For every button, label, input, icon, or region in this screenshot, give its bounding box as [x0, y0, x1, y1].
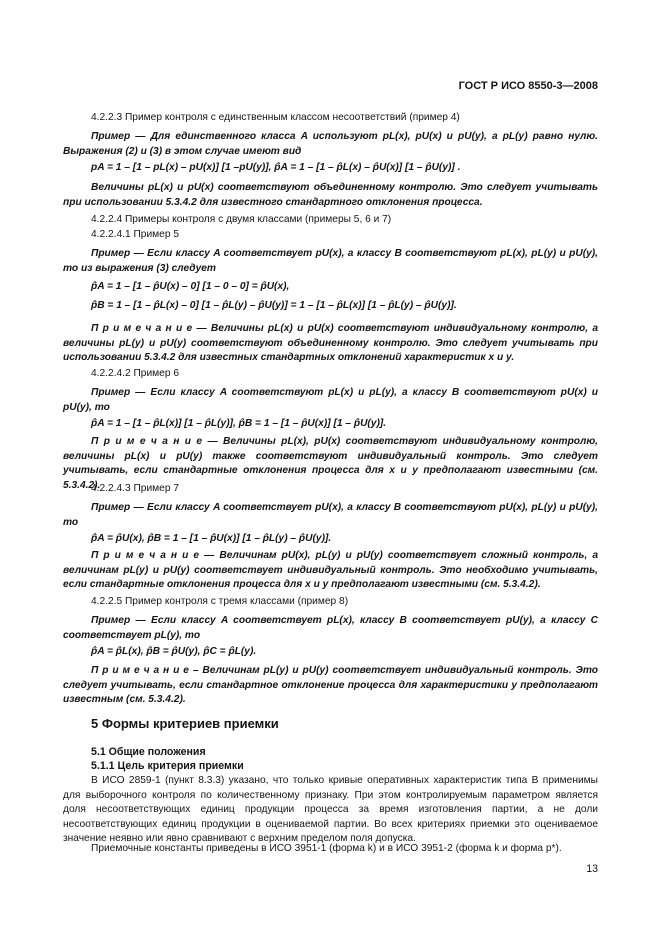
example-8-text: Пример — Если классу A соответствует pL(x), классу B соответствует pU(y), а классу C соответствует pL(y), то [63, 615, 598, 641]
subsection-5-1-heading: 5.1 Общие положения [91, 746, 206, 758]
clause-4-2-2-4-3: 4.2.2.4.3 Пример 7 [91, 483, 179, 494]
page-number: 13 [586, 863, 598, 875]
formula-example-5-b: p̂B = 1 – [1 – p̂L(x) – 0] [1 – p̂L(y) – p̂U(y)] = 1 – [1 – p̂L(x)] [1 – p̂L(y) – p̂U(y)]. [91, 300, 457, 311]
clause-4-2-2-3: 4.2.2.3 Пример контроля с единственным классом несоответствий (пример 4) [91, 112, 460, 123]
document-header: ГОСТ Р ИСО 8550-3—2008 [458, 80, 598, 92]
example-4-note: Величины pL(x) и pU(x) соответствуют объединенному контролю. Это следует учитывать при использовании 5.3.4.2 для известного стандартного отклонения процесса. [63, 182, 598, 208]
example-7-text: Пример — Если классу A соответствует pU(x), а классу B соответствуют pU(x), pL(y) и pU(y), то [63, 502, 598, 528]
section-5-heading: 5 Формы критериев приемки [91, 716, 279, 731]
formula-example-4: pA = 1 – [1 – pL(x) – pU(x)] [1 –pU(y)], p̂A = 1 – [1 – p̂L(x) – p̂U(x)] [1 – p̂U(y)] . [91, 162, 461, 173]
clause-4-2-2-4: 4.2.2.4 Примеры контроля с двумя классами (примеры 5, 6 и 7) [91, 214, 392, 225]
example-6-text: Пример — Если классу A соответствуют pL(x) и pL(y), а классу B соответствуют pU(x) и pU(y), то [63, 387, 598, 413]
example-4-text: Пример — Для единственного класса A используют pL(x), pU(x) и pU(y), а pL(y) равно нулю. Выражения (2) и (3) в этом случае имеют вид [63, 131, 598, 157]
subsection-5-1-1-heading: 5.1.1 Цель критерия приемки [91, 760, 244, 772]
note-example-7: П р и м е ч а н и е — Величинам pU(x), pL(y) и pU(y) соответствует сложный контроль, а величинам pL(y) и pU(y) соответствует индивидуальный контроль. Это необходимо учитывать, если стандартные отклонения процесса для x и y предполагают известными (см. 5.3.4.2). [63, 550, 598, 590]
note-example-6: П р и м е ч а н и е — Величины pL(x), pU(x) соответствуют индивидуальному контролю, величины pL(x) и pU(y) также соответствуют индивидуальный контроль. Это следует учитывать, если стандартные отклонения процесса для x и y предполагают известными (см. 5.3.4.2). [63, 436, 598, 491]
formula-example-6: p̂A = 1 – [1 – p̂L(x)] [1 – p̂L(y)], p̂B = 1 – [1 – p̂U(x)] [1 – p̂U(y)]. [91, 418, 387, 429]
note-example-8: П р и м е ч а н и е – Величинам pL(y) и pU(y) соответствует индивидуальный контроль. Это следует учитывать, если стандартное отклонение процесса для характеристики y предполагают известным (см. 5.3.4.2). [63, 665, 598, 705]
clause-4-2-2-4-2: 4.2.2.4.2 Пример 6 [91, 368, 179, 379]
note-example-5: П р и м е ч а н и е — Величины pL(x) и pU(x) соответствуют индивидуальному контролю, а величины pL(y) и pU(y) соответствуют объединенному контролю. Это следует учитывать при использовании 5.3.4.2 для известных стандартных отклонений характеристик x и y. [63, 323, 598, 363]
formula-example-8: p̂A = p̂L(x), p̂B = p̂U(y), p̂C = p̂L(y). [91, 646, 257, 657]
clause-4-2-2-5: 4.2.2.5 Пример контроля с тремя классами (пример 8) [91, 596, 349, 607]
paragraph-5-1-1: В ИСО 2859-1 (пункт 8.3.3) указано, что только кривые оперативных характеристик типа B применимы для выборочного контроля по количественному признаку. При этом контролируемым параметром является доля несоответствующих единиц продукции процесса за время изготовления партии, а не доли несоответствующих единиц продукции в оцениваемой партии. Во всех критериях приемки это оцениваемое значение неявно или явно сравнивают с верхним пределом поля допуска. [63, 775, 598, 844]
formula-example-5-a: p̂A = 1 – [1 – p̂U(x) – 0] [1 – 0 – 0] = p̂U(x), [91, 281, 290, 292]
formula-example-7: p̂A = p̂U(x), p̂B = 1 – [1 – p̂U(x)] [1 – p̂L(y) – p̂U(y)]. [91, 533, 332, 544]
example-5-text: Пример — Если классу A соответствует pU(x), а классу B соответствуют pL(x), pL(y) и pU(y), то из выражения (3) следует [63, 248, 598, 274]
clause-4-2-2-4-1: 4.2.2.4.1 Пример 5 [91, 229, 179, 240]
paragraph-acceptance-constants: Приемочные константы приведены в ИСО 3951-1 (форма k) и в ИСО 3951-2 (форма k и форма p*). [91, 843, 562, 854]
